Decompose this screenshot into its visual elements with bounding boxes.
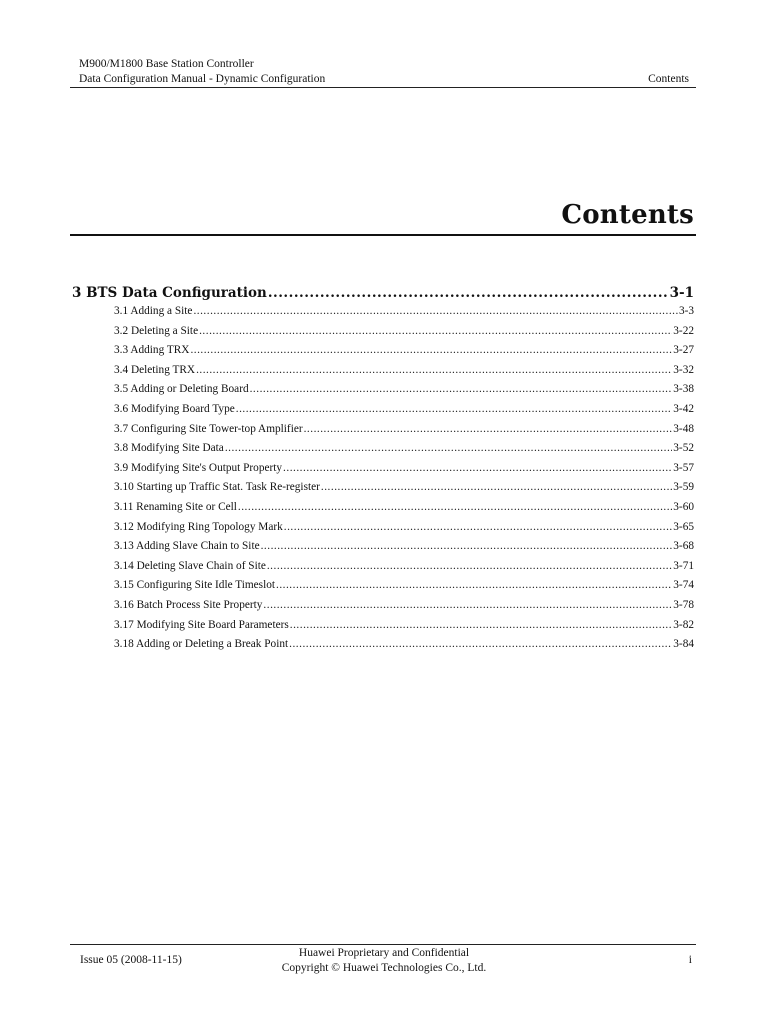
- toc-chapter-entry[interactable]: [72, 284, 694, 304]
- toc-leader: [225, 441, 672, 455]
- toc-leader: [238, 500, 672, 514]
- toc-entry-page: 3-68: [673, 540, 694, 553]
- toc-entry-page: 3-27: [673, 344, 694, 357]
- toc-leader: [193, 304, 677, 318]
- toc-leader: [199, 324, 672, 338]
- toc-entry[interactable]: [72, 461, 694, 481]
- toc-entry-page: 3-22: [673, 324, 694, 337]
- toc-entry[interactable]: [72, 324, 694, 344]
- toc-entry-page: 3-42: [673, 402, 694, 415]
- toc-entry-page: 3-65: [673, 520, 694, 533]
- toc-chapter-label: 3 BTS Data Configuration: [72, 285, 267, 301]
- toc-section-list: [72, 304, 694, 657]
- footer-page-number: i: [688, 954, 692, 966]
- toc-entry[interactable]: [72, 578, 694, 598]
- toc-leader: [276, 578, 672, 592]
- toc-entry[interactable]: [72, 382, 694, 402]
- toc-entry-label: 3.15 Configuring Site Idle Timeslot: [114, 579, 275, 592]
- toc-entry-label: 3.16 Batch Process Site Property: [114, 598, 263, 611]
- toc-entry[interactable]: [72, 539, 694, 559]
- toc-entry-label: 3.8 Modifying Site Data: [114, 442, 224, 455]
- toc-entry-page: 3-57: [673, 461, 694, 474]
- toc-entry-label: 3.4 Deleting TRX: [114, 363, 196, 376]
- toc-leader: [236, 402, 673, 416]
- toc-entry-page: 3-48: [673, 422, 694, 435]
- toc-leader: [250, 382, 673, 396]
- toc-leader: [263, 598, 672, 612]
- toc-entry-page: 3-84: [673, 638, 694, 651]
- toc-chapter-page: 3-1: [669, 285, 694, 301]
- toc-entry[interactable]: [72, 637, 694, 657]
- toc-entry-label: 3.3 Adding TRX: [114, 344, 190, 357]
- header-rule: [70, 87, 696, 88]
- toc-leader: [289, 637, 672, 651]
- toc-leader: [321, 480, 672, 494]
- toc-leader: [268, 284, 669, 302]
- toc-entry-label: 3.7 Configuring Site Tower-top Amplifier: [114, 422, 303, 435]
- toc-leader: [267, 559, 672, 573]
- footer-copyright: Copyright © Huawei Technologies Co., Ltd.: [281, 962, 487, 974]
- toc-leader: [290, 618, 673, 632]
- running-header: [79, 57, 325, 87]
- toc-entry-page: 3-59: [673, 481, 694, 494]
- toc-entry[interactable]: [72, 480, 694, 500]
- header-product: M900/M1800 Base Station Controller: [79, 58, 254, 70]
- footer-rule: [70, 944, 696, 945]
- toc-entry-label: 3.18 Adding or Deleting a Break Point: [114, 638, 289, 651]
- toc-entry-page: 3-78: [673, 598, 694, 611]
- toc-entry-page: 3-60: [673, 500, 694, 513]
- toc-entry-label: 3.5 Adding or Deleting Board: [114, 383, 249, 396]
- toc-leader: [261, 539, 673, 553]
- toc-entry-label: 3.2 Deleting a Site: [114, 324, 199, 337]
- toc-entry-label: 3.9 Modifying Site's Output Property: [114, 461, 283, 474]
- footer-confidential: Huawei Proprietary and Confidential: [298, 947, 470, 959]
- page-title: Contents: [561, 200, 694, 230]
- toc-entry[interactable]: [72, 343, 694, 363]
- toc-entry-label: 3.12 Modifying Ring Topology Mark: [114, 520, 283, 533]
- toc-entry-page: 3-74: [673, 579, 694, 592]
- toc-entry-page: 3-82: [673, 618, 694, 631]
- toc-leader: [304, 422, 673, 436]
- toc-entry-page: 3-71: [673, 559, 694, 572]
- toc-entry-label: 3.1 Adding a Site: [114, 305, 193, 317]
- toc-entry-page: 3-38: [673, 383, 694, 396]
- toc-entry[interactable]: [72, 500, 694, 520]
- header-section: Contents: [648, 73, 689, 85]
- footer-notice: [0, 946, 768, 976]
- toc-entry[interactable]: [72, 363, 694, 383]
- title-rule: [70, 234, 696, 236]
- toc-entry-page: 3-3: [678, 305, 694, 317]
- toc-entry[interactable]: [72, 304, 694, 324]
- toc-entry[interactable]: [72, 422, 694, 442]
- toc-entry[interactable]: [72, 402, 694, 422]
- toc-leader: [284, 520, 673, 534]
- toc-entry-label: 3.11 Renaming Site or Cell: [114, 500, 237, 513]
- toc-entry-label: 3.13 Adding Slave Chain to Site: [114, 540, 260, 553]
- toc-entry-label: 3.6 Modifying Board Type: [114, 402, 235, 415]
- toc-leader: [283, 461, 672, 475]
- toc-entry[interactable]: [72, 618, 694, 638]
- toc-entry[interactable]: [72, 559, 694, 579]
- toc-entry-label: 3.14 Deleting Slave Chain of Site: [114, 559, 266, 572]
- toc-entry[interactable]: [72, 520, 694, 540]
- toc-entry-page: 3-52: [673, 442, 694, 455]
- toc-entry-label: 3.17 Modifying Site Board Parameters: [114, 618, 289, 631]
- header-manual: Data Configuration Manual - Dynamic Configuration: [79, 73, 326, 85]
- toc-entry-label: 3.10 Starting up Traffic Stat. Task Re-register: [114, 481, 320, 494]
- toc-entry-page: 3-32: [673, 363, 694, 376]
- toc-entry[interactable]: [72, 441, 694, 461]
- table-of-contents: [72, 284, 694, 657]
- toc-entry[interactable]: [72, 598, 694, 618]
- footer-issue: Issue 05 (2008-11-15): [80, 954, 182, 966]
- toc-leader: [196, 363, 672, 377]
- toc-leader: [190, 343, 672, 357]
